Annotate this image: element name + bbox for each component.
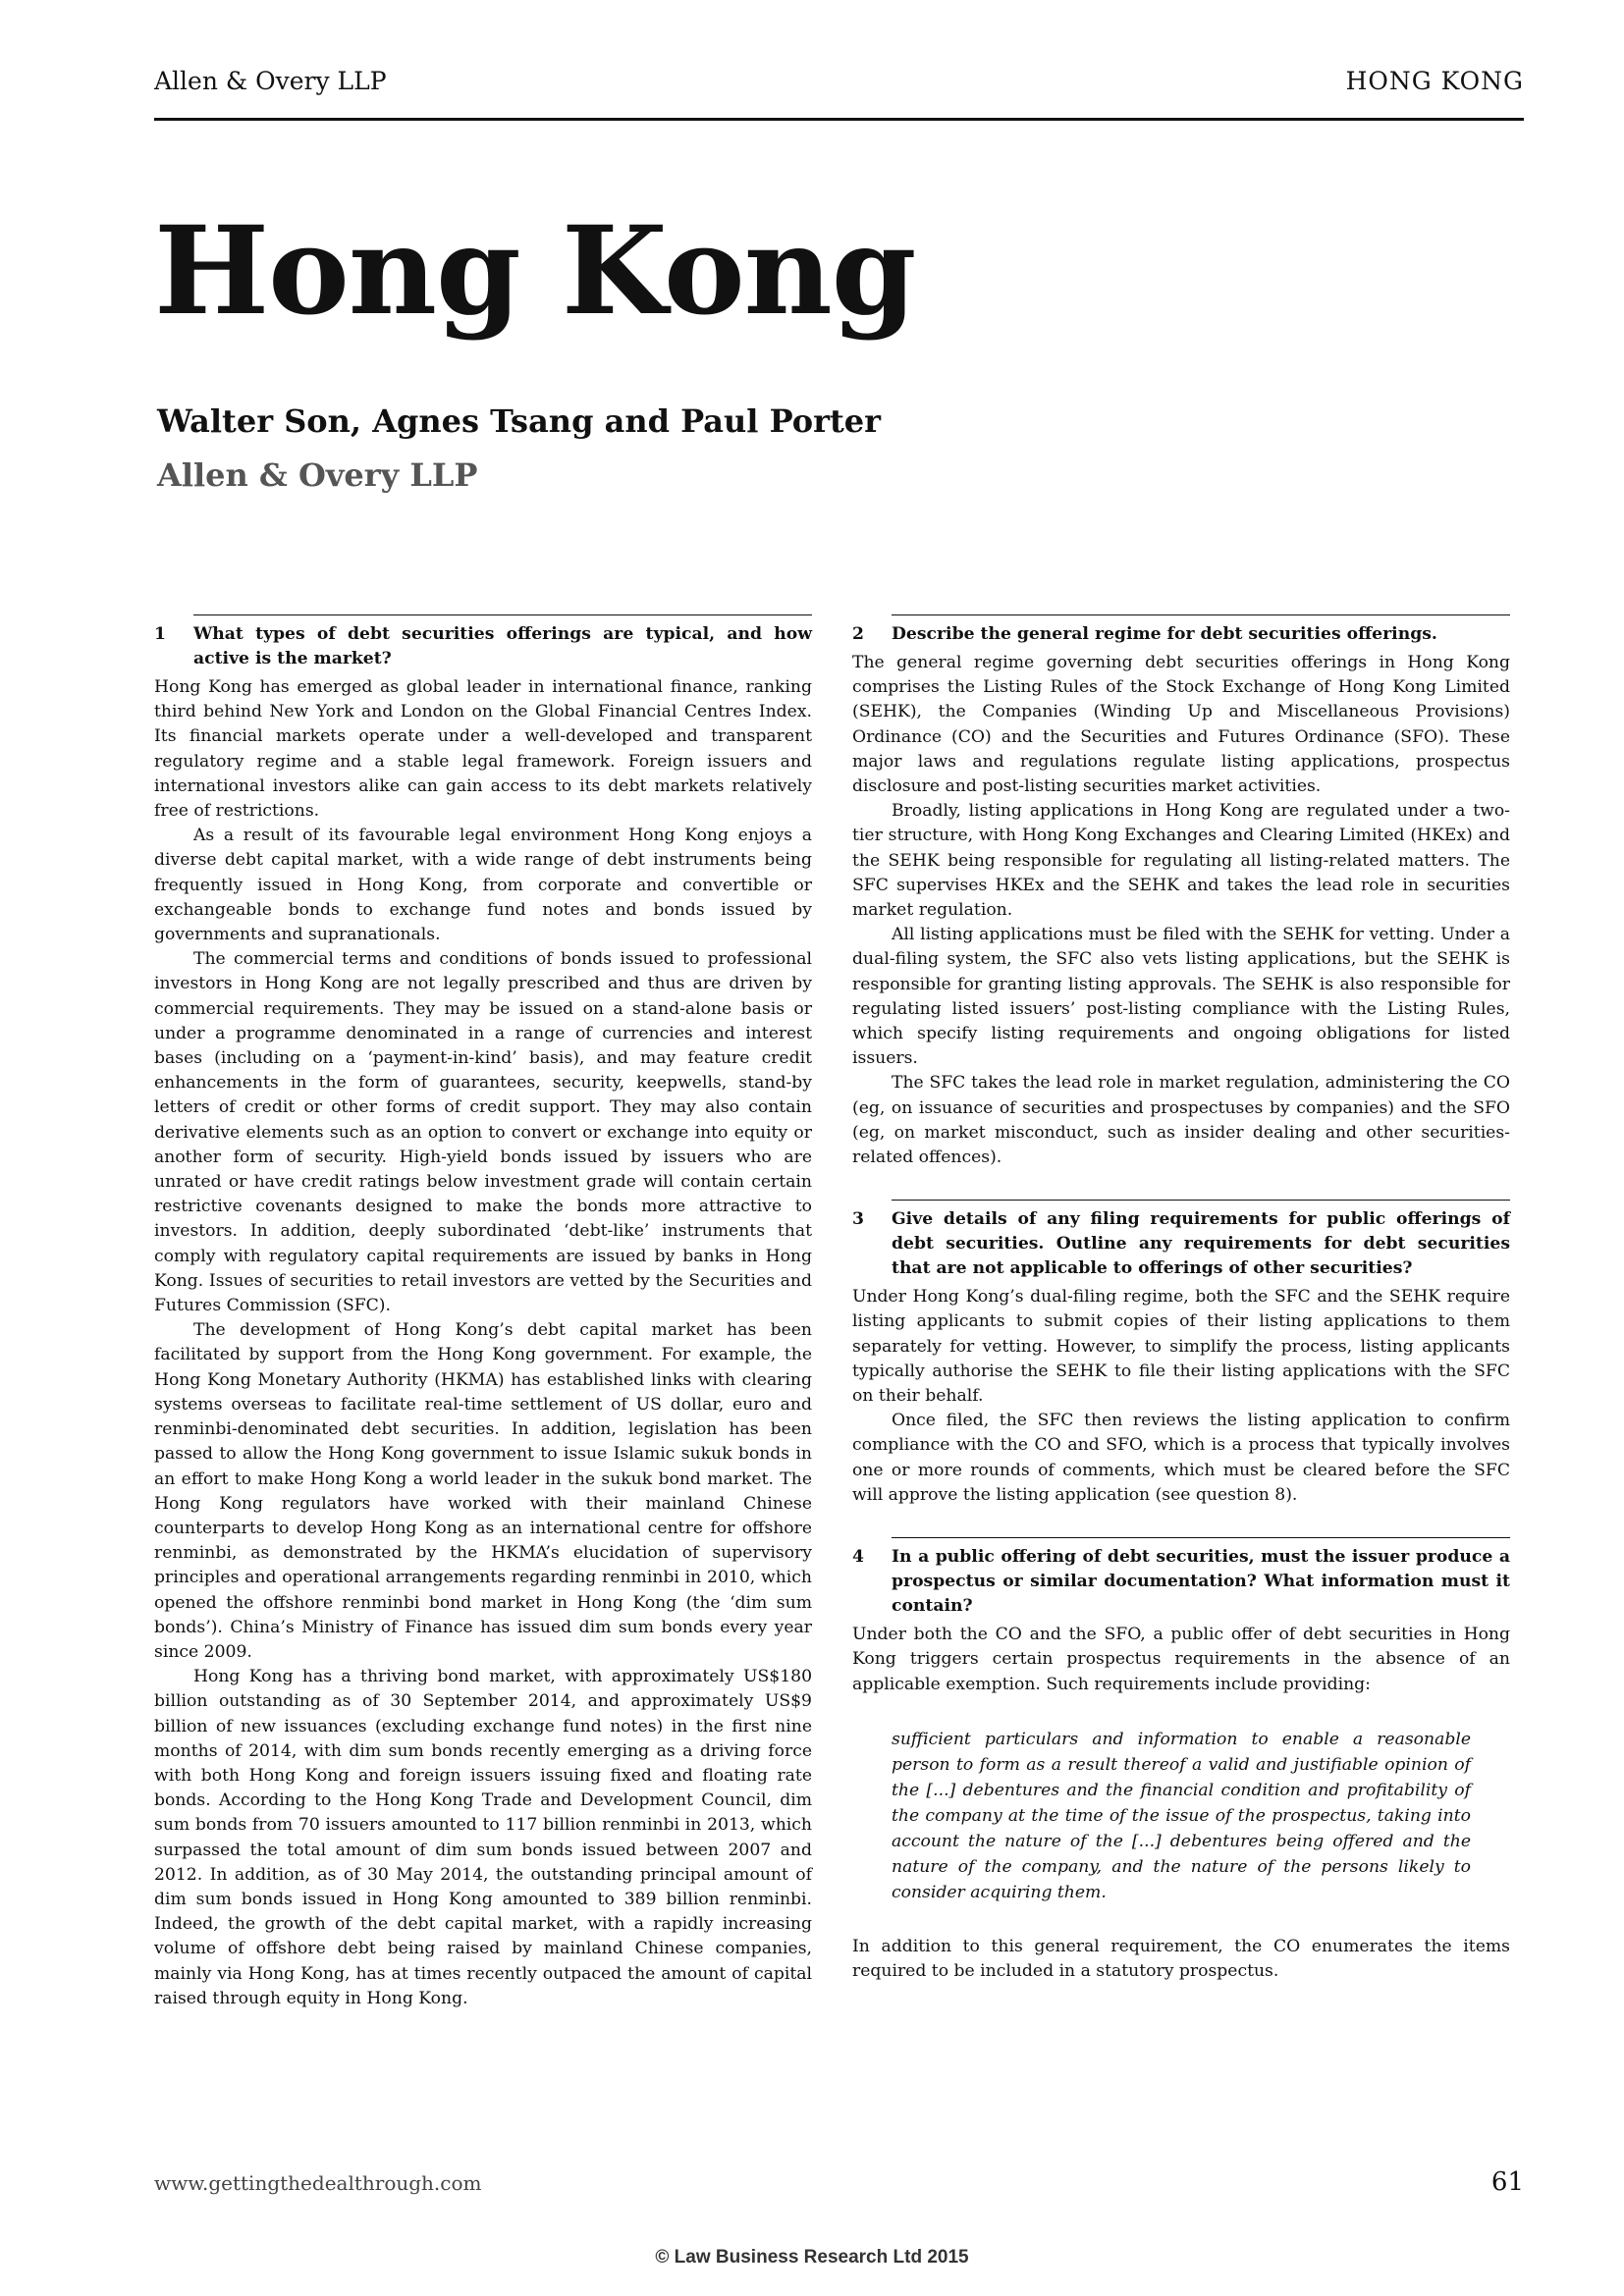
answer-paragraph: Broadly, listing applications in Hong Kong are regulated under a two-tier structure, with Hong Kong Exchanges and Clearing Limited (HKEx) and the SEHK being responsible for regulating all listing-related matters. The SFC supervises HKEx and the SEHK and takes the lead role in securities market regulation. [852, 801, 1510, 921]
answer-paragraph: Under both the CO and the SFO, a public offer of debt securities in Hong Kong triggers certain prospectus requirements in the absence of an applicable exemption. Such requirements include providing: [852, 1625, 1510, 1694]
answer-paragraph: In addition to this general requirement, the CO enumerates the items required to be included in a statutory prospectus. [852, 1936, 1510, 1981]
copyright-notice: © Law Business Research Ltd 2015 [655, 2247, 969, 2268]
question-number: 2 [852, 624, 864, 644]
question-number: 3 [852, 1209, 864, 1230]
question-2 [852, 614, 1510, 647]
answer-paragraph: Hong Kong has emerged as global leader in international finance, ranking third behind New York and London on the Global Financial Centres Index. Its financial markets operate under a well-developed and transparent regulatory regime and a stable legal framework. Foreign issuers and international investors alike can gain access to its debt markets relatively free of restrictions. [154, 677, 812, 822]
question-text: What types of debt securities offerings are typical, and how active is the market? [193, 624, 812, 668]
answer-paragraph: Under Hong Kong’s dual-filing regime, both the SFC and the SEHK require listing applicants to submit copies of their listing applications to them separately for vetting. However, to simplify the process, listing applicants typically authorise the SEHK to file their listing applications with the SFC on their behalf. [852, 1287, 1510, 1407]
question-1 [154, 614, 812, 671]
authors: Walter Son, Agnes Tsang and Paul Porter [157, 402, 881, 440]
footer-url: www.gettingthedealthrough.com [154, 2171, 482, 2195]
answer-paragraph: The general regime governing debt securities offerings in Hong Kong comprises the Listing Rules of the Stock Exchange of Hong Kong Limited (SEHK), the Companies (Winding Up and Miscellaneous Provisions) Ordinance (CO) and the Securities and Futures Ordinance (SFO). These major laws and regulations regulate listing applications, prospectus disclosure and post-listing securities market activities. [852, 653, 1510, 797]
answer-paragraph: Hong Kong has a thriving bond market, with approximately US$180 billion outstanding as of 30 September 2014, and approximately US$9 billion of new issuances (excluding exchange fund notes) in the first nine months of 2014, with dim sum bonds recently emerging as a driving force with both Hong Kong and foreign issuers issuing fixed and floating rate bonds. According to the Hong Kong Trade and Development Council, dim sum bonds from 70 issuers amounted to 117 billion renminbi in 2013, which surpassed the total amount of dim sum bonds issued between 2007 and 2012. In addition, as of 30 May 2014, the outstanding principal amount of dim sum bonds issued in Hong Kong amounted to 389 billion renminbi. Indeed, the growth of the debt capital market, with a rapidly increasing volume of offshore debt being raised by mainland Chinese companies, mainly via Hong Kong, has at times recently outpaced the amount of capital raised through equity in Hong Kong. [154, 1667, 812, 2008]
question-number: 1 [154, 624, 166, 644]
question-4 [852, 1537, 1510, 1619]
question-text: In a public offering of debt securities, must the issuer produce a prospectus or similar documentation? What information must it contain? [892, 1547, 1510, 1617]
answer-paragraph: All listing applications must be filed with the SEHK for vetting. Under a dual-filing system, the SFC also vets listing applications, but the SEHK is responsible for granting listing approvals. The SEHK is also responsible for regulating listed issuers’ post-listing compliance with the Listing Rules, which specify listing requirements and ongoing obligations for listed issuers. [852, 925, 1510, 1069]
right-column [852, 614, 1510, 1984]
answer-paragraph: As a result of its favourable legal environment Hong Kong enjoys a diverse debt capital market, with a wide range of debt instruments being frequently issued in Hong Kong, from corporate and convertible or exchangeable bonds to exchange fund notes and bonds issued by governments and supranationals. [154, 826, 812, 945]
question-text: Give details of any filing requirements for public offerings of debt securities. Outline any requirements for debt securities that are not applicable to offerings of other securities? [892, 1209, 1510, 1279]
page-number: 61 [1490, 2167, 1524, 2197]
question-3 [852, 1200, 1510, 1281]
header-firm: Allen & Overy LLP [154, 67, 387, 95]
answer-paragraph: Once filed, the SFC then reviews the listing application to confirm compliance with the CO and SFO, which is a process that typically involves one or more rounds of comments, which must be cleared before the SFC will approve the listing application (see question 8). [852, 1411, 1510, 1505]
running-header [154, 61, 1524, 121]
left-column [154, 614, 812, 2011]
question-text: Describe the general regime for debt securities offerings. [892, 624, 1437, 644]
header-jurisdiction: HONG KONG [1345, 67, 1524, 95]
block-quote: sufficient particulars and information to enable a reasonable person to form as a result thereof a valid and justifiable opinion of the [...] debentures and the financial condition and profitability of the company at the time of the issue of the prospectus, taking into account the nature of the [...] debentures being offered and the nature of the company, and the nature of the persons likely to consider acquiring them. [892, 1729, 1471, 1902]
answer-paragraph: The development of Hong Kong’s debt capital market has been facilitated by support from the Hong Kong government. For example, the Hong Kong Monetary Authority (HKMA) has established links with clearing systems overseas to facilitate real-time settlement of US dollar, euro and renminbi-denominated debt securities. In addition, legislation has been passed to allow the Hong Kong government to issue Islamic sukuk bonds in an effort to make Hong Kong a world leader in the sukuk bond market. The Hong Kong regulators have worked with their mainland Chinese counterparts to develop Hong Kong as an international centre for offshore renminbi, as demonstrated by the HKMA’s elucidation of supervisory principles and operational arrangements regarding renminbi in 2010, which opened the offshore renminbi bond market in Hong Kong (the ‘dim sum bonds’). China’s Ministry of Finance has issued dim sum bonds every year since 2009. [154, 1320, 812, 1662]
answer-paragraph: The commercial terms and conditions of bonds issued to professional investors in Hong Kong are not legally prescribed and thus are driven by commercial requirements. They may be issued on a stand-alone basis or under a programme denominated in a range of currencies and interest bases (including on a ‘payment-in-kind’ basis), and may feature credit enhancements in the form of guarantees, security, keepwells, stand-by letters of credit or other forms of credit support. They may also contain derivative elements such as an option to convert or exchange into equity or another form of security. High-yield bonds issued by issuers who are unrated or have credit ratings below investment grade will contain certain restrictive covenants designed to make the bonds more attractive to investors. In addition, deeply subordinated ‘debt-like’ instruments that comply with regulatory capital requirements are issued by banks in Hong Kong. Issues of securities to retail investors are vetted by the Securities and Futures Commission (SFC). [154, 949, 812, 1316]
answer-paragraph: The SFC takes the lead role in market regulation, administering the CO (eg, on issuance of securities and prospectuses by companies) and the SFO (eg, on market misconduct, such as insider dealing and other securities-related offences). [852, 1073, 1510, 1168]
question-number: 4 [852, 1547, 864, 1568]
chapter-title: Hong Kong [154, 200, 916, 343]
author-firm: Allen & Overy LLP [157, 456, 478, 494]
